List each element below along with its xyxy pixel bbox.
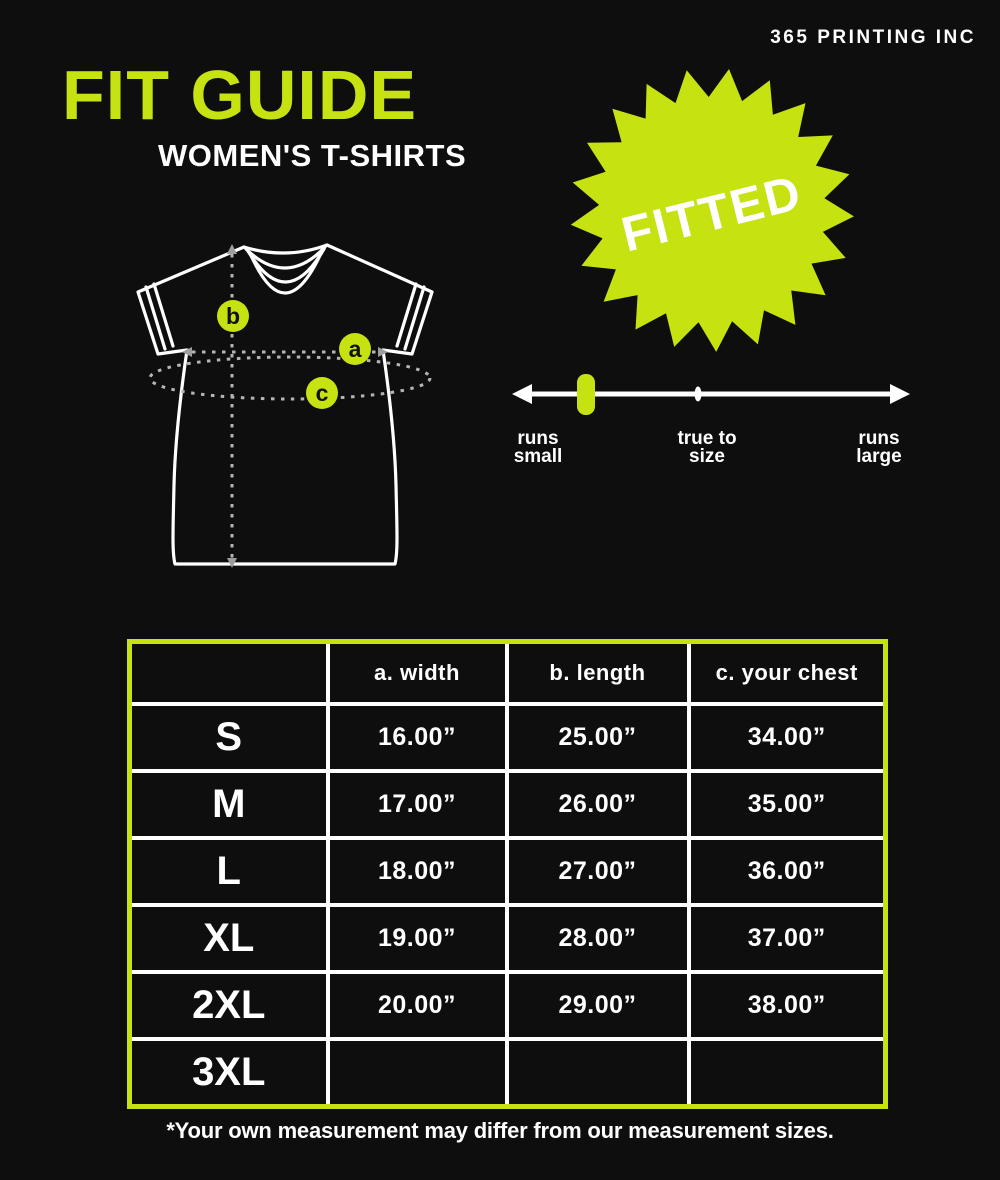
scale-label-runs-large [838, 430, 920, 466]
company-name: 365 PRINTING INC [770, 27, 976, 48]
size-cell: 3XL [130, 1039, 328, 1107]
table-row [130, 838, 886, 905]
header-cell-size [130, 642, 328, 705]
fitted-badge-label: FITTED [616, 165, 808, 263]
footnote: *Your own measurement may differ from our measurement sizes. [166, 1118, 834, 1143]
page-title: FIT GUIDE [62, 56, 418, 134]
width-cell: 17.00” [328, 771, 507, 838]
width-cell: 20.00” [328, 972, 507, 1039]
scale-label-line: runs [858, 428, 900, 449]
size-table-body [130, 704, 886, 1107]
length-cell: 28.00” [507, 905, 689, 972]
chest-cell: 34.00” [689, 704, 886, 771]
scale-arrow-left-icon [512, 384, 532, 404]
table-row [130, 704, 886, 771]
collar-back-line [244, 245, 327, 253]
marker-a-letter: a [348, 336, 362, 362]
marker-b-letter: b [225, 303, 241, 329]
scale-label-line: size [689, 446, 725, 467]
length-cell [507, 1039, 689, 1107]
chest-cell [689, 1039, 886, 1107]
scale-center-dot [695, 387, 702, 402]
length-cell: 29.00” [507, 972, 689, 1039]
table-row [130, 1039, 886, 1107]
header-cell-length: b. length [507, 642, 689, 705]
size-table [127, 639, 888, 1109]
length-cell: 26.00” [507, 771, 689, 838]
width-cell: 19.00” [328, 905, 507, 972]
tshirt-diagram [118, 230, 453, 580]
table-header-row [130, 642, 886, 705]
scale-arrow-right-icon [890, 384, 910, 404]
scale-label-runs-small [500, 430, 576, 466]
width-cell [328, 1039, 507, 1107]
page-subtitle: WOMEN'S T-SHIRTS [158, 138, 467, 173]
fit-position-marker [577, 374, 595, 415]
width-cell: 16.00” [328, 704, 507, 771]
length-cell: 27.00” [507, 838, 689, 905]
table-row [130, 905, 886, 972]
scale-label-true-to-size [657, 430, 757, 466]
width-cell: 18.00” [328, 838, 507, 905]
left-cuff-trim [146, 284, 173, 349]
fit-scale [500, 368, 920, 422]
length-cell: 25.00” [507, 704, 689, 771]
table-row [130, 771, 886, 838]
chest-cell: 35.00” [689, 771, 886, 838]
size-cell: L [130, 838, 328, 905]
right-cuff-trim [397, 284, 424, 349]
scale-label-line: large [856, 446, 902, 467]
size-cell: 2XL [130, 972, 328, 1039]
scale-label-line: true to [677, 428, 737, 449]
scale-label-line: runs [517, 428, 559, 449]
header-cell-chest: c. your chest [689, 642, 886, 705]
chest-cell: 37.00” [689, 905, 886, 972]
header-cell-width: a. width [328, 642, 507, 705]
size-cell: S [130, 704, 328, 771]
scale-label-line: small [513, 446, 563, 467]
chest-cell: 36.00” [689, 838, 886, 905]
size-cell: M [130, 771, 328, 838]
marker-c-letter: c [315, 380, 329, 406]
size-cell: XL [130, 905, 328, 972]
chest-cell: 38.00” [689, 972, 886, 1039]
table-row [130, 972, 886, 1039]
